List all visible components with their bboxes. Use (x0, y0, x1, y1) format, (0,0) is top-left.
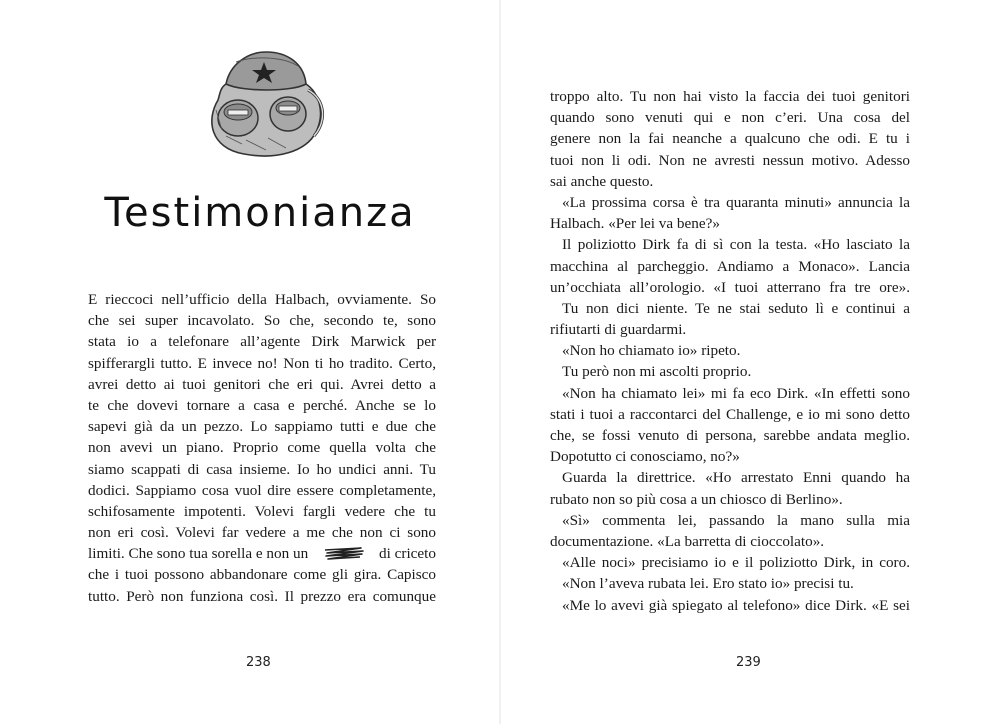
right-page (500, 0, 1000, 724)
text-line: documentazione. «La barretta di cioccolato». (550, 532, 825, 550)
text-line: avrei detto ai tuoi genitori che eri qui. Avrei detto a (88, 375, 436, 393)
text-line: E rieccoci nell’ufficio della Halbach, ovviamente. So (88, 291, 436, 308)
text-line: stati i tuoi a raccontarci del Challenge, e io mi sono detto (550, 405, 910, 423)
text-line: Tu non dici niente. Te ne stai seduto lì e continui a (562, 299, 910, 317)
text-fragment: di criceto (379, 545, 436, 563)
text-line: tuoi non li odi. Non ne avresti nessun motivo. Adesso (550, 151, 910, 169)
text-line: Dopotutto ci conosciamo, no?» (550, 448, 740, 466)
text-line: sai anche questo. (550, 172, 654, 190)
text-line: che, se fossi venuto di persona, sarebbe andata meglio. (550, 427, 910, 444)
text-line: «Alle noci» precisiamo io e il poliziotto Dirk, in coro. (562, 554, 910, 572)
text-line: che sei super incavolato. So che, secondo te, sono (88, 312, 436, 330)
text-line: schifosamente impotenti. Volevi fargli vedere che tu (88, 502, 436, 520)
page-number: 238 (246, 655, 271, 670)
text-line: Guarda la direttrice. «Ho arrestato Enni quando ha (562, 469, 910, 487)
right-page-text (550, 86, 910, 616)
text-line: genere non la fai neanche a qualcuno che odi. E tu i (550, 130, 910, 148)
text-line: «Non l’aveva rubata lei. Ero stato io» precisi tu. (562, 575, 854, 593)
text-line: che i tuoi possono abbandonare come gli gira. Capisco (88, 566, 436, 584)
left-page-text (88, 289, 436, 607)
text-line: troppo alto. Tu non hai visto la faccia dei tuoi genitori (550, 88, 910, 105)
text-line: «La prossima corsa è tra quaranta minuti» annuncia la (562, 193, 910, 211)
text-line: «Non ho chiamato io» ripeto. (562, 342, 741, 360)
text-line: non eri così. Volevi far vedere a me che non ci sono (88, 524, 436, 542)
scribble-censor-icon (323, 546, 365, 562)
text-line: Il poliziotto Dirk fa di sì con la testa. «Ho lasciato la (562, 236, 910, 254)
text-line: «Sì» commenta lei, passando la mano sulla mia (562, 511, 910, 529)
text-line: spifferargli tutto. E invece no! Non ti ho tradito. Certo, (88, 354, 436, 372)
text-line: non avevi un piano. Proprio come quella volta che (88, 439, 436, 457)
text-line: tutto. Però non funziona così. Il prezzo era comunque (88, 587, 436, 605)
text-line: Halbach. «Per lei va bene?» (550, 215, 720, 233)
text-line: te che dovevi tornare a casa e perché. Anche se lo (88, 396, 436, 414)
text-line: rifiutarti di guardarmi. (550, 321, 687, 339)
backpack-illustration (196, 40, 330, 160)
text-line: macchina al parcheggio. Andiamo a Monaco». Lancia (550, 257, 910, 275)
text-line: «Me lo avevi già spiegato al telefono» dice Dirk. «E sei (562, 596, 910, 614)
text-line-with-scribble (88, 543, 436, 564)
text-line: un’occhiata all’orologio. «I tuoi atterrano fra tre ore». (550, 278, 910, 296)
text-line: rubato non so più cosa a un chiosco di Berlino». (550, 490, 843, 508)
text-line: dodici. Sappiamo cosa vuol dire essere completamente, (88, 481, 436, 499)
text-line: stata io a telefonare all’agente Dirk Marwick per (88, 333, 436, 351)
text-line: quando sono venuti qui e non c’eri. Una cosa del (550, 109, 910, 127)
text-line: sapevi già da un pezzo. Lo sappiamo tutti e due che (88, 418, 436, 436)
text-line: Tu però non mi ascolti proprio. (562, 363, 752, 381)
chapter-title: Testimonianza (104, 190, 416, 236)
text-line: siamo scappati di casa insieme. Io ho undici anni. Tu (88, 460, 436, 478)
text-line: «Non ha chiamato lei» mi fa eco Dirk. «In effetti sono (562, 384, 910, 402)
page-number: 239 (736, 655, 761, 670)
text-fragment: limiti. Che sono tua sorella e non un (88, 545, 309, 563)
